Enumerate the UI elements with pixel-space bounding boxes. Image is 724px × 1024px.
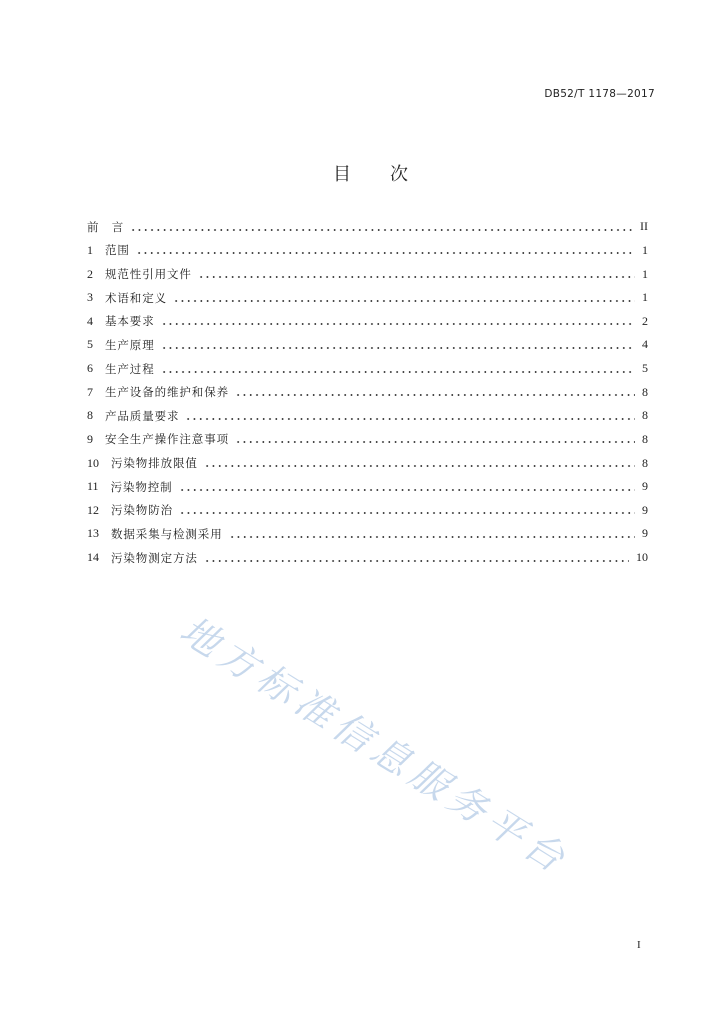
- toc-entry[interactable]: [87, 428, 648, 452]
- toc-entry[interactable]: [87, 380, 648, 404]
- dot-leader: [136, 244, 635, 256]
- toc-entry-number: 11: [87, 479, 99, 494]
- toc-entry-page: 2: [642, 313, 648, 328]
- toc-entry[interactable]: [87, 262, 648, 286]
- dot-leader: [179, 481, 635, 493]
- dot-leader: [204, 552, 629, 564]
- dot-leader: [198, 268, 635, 280]
- toc-entry-number: 2: [87, 266, 93, 281]
- dot-leader: [161, 339, 635, 351]
- toc-entry[interactable]: [87, 310, 648, 334]
- dot-leader: [204, 457, 635, 469]
- toc-entry-page: 8: [642, 455, 648, 470]
- toc-entry-title: 范围: [105, 243, 130, 258]
- toc-entry-title: 污染物排放限值: [111, 456, 198, 471]
- toc-entry-page: 9: [642, 526, 648, 541]
- dot-leader: [235, 386, 635, 398]
- toc-entry-title: 数据采集与检测采用: [111, 526, 223, 541]
- toc-entry-title: 规范性引用文件: [105, 267, 192, 282]
- toc-entry-title: 安全生产操作注意事项: [105, 432, 229, 447]
- toc-entry-page: 1: [642, 266, 648, 281]
- toc-entry-page: 9: [642, 479, 648, 494]
- toc-entry-title: 生产设备的维护和保养: [105, 385, 229, 400]
- dot-leader: [130, 221, 633, 233]
- toc-entry-number: 1: [87, 242, 93, 257]
- dot-leader: [161, 315, 635, 327]
- toc-entry[interactable]: [87, 451, 648, 475]
- toc-entry[interactable]: [87, 522, 648, 546]
- toc-entry-number: 13: [87, 526, 99, 541]
- toc-entry-title: 污染物测定方法: [111, 550, 198, 565]
- toc-entry-title: 基本要求: [105, 314, 155, 329]
- toc-entry[interactable]: [87, 546, 648, 570]
- toc-entry-title: 污染物防治: [111, 503, 173, 518]
- toc-entry-number: 3: [87, 290, 93, 305]
- dot-leader: [161, 363, 635, 375]
- toc-entry[interactable]: [87, 475, 648, 499]
- toc-entry[interactable]: [87, 404, 648, 428]
- toc-entry-page: 8: [642, 431, 648, 446]
- toc-entry-page: 1: [642, 290, 648, 305]
- toc-entry-page: 1: [642, 242, 648, 257]
- toc-entry[interactable]: [87, 357, 648, 381]
- dot-leader: [173, 292, 635, 304]
- toc-entry-number: 4: [87, 313, 93, 328]
- toc-entry-number: 14: [87, 550, 99, 565]
- toc-entry-title: 产品质量要求: [105, 408, 180, 423]
- toc-entry[interactable]: [87, 239, 648, 263]
- toc-entry-foreword[interactable]: [87, 215, 648, 239]
- table-of-contents: [87, 215, 648, 569]
- toc-entry-number: 6: [87, 361, 93, 376]
- toc-entry-number: 12: [87, 502, 99, 517]
- toc-entry[interactable]: [87, 499, 648, 523]
- page-number: I: [637, 939, 641, 951]
- document-code: DB52/T 1178—2017: [544, 88, 655, 100]
- toc-entry-page: II: [640, 219, 648, 234]
- toc-entry-page: 5: [642, 361, 648, 376]
- toc-entry-page: 8: [642, 384, 648, 399]
- toc-entry-title: 污染物控制: [110, 479, 173, 494]
- page-title: 目 次: [333, 164, 409, 185]
- toc-entry-title: 术语和定义: [105, 290, 167, 305]
- dot-leader: [179, 504, 635, 516]
- toc-entry-number: 5: [87, 337, 93, 352]
- dot-leader: [185, 410, 635, 422]
- dot-leader: [235, 433, 635, 445]
- toc-entry[interactable]: [87, 286, 648, 310]
- toc-entry-number: 10: [87, 455, 99, 470]
- dot-leader: [229, 528, 635, 540]
- toc-entry-title: 生产过程: [105, 361, 155, 376]
- toc-entry-page: 8: [642, 408, 648, 423]
- toc-entry-number: 9: [87, 431, 93, 446]
- toc-entry-title: 生产原理: [105, 337, 155, 352]
- toc-entry-number: 7: [87, 384, 93, 399]
- watermark: 地方标准信息服务平台: [172, 607, 578, 884]
- toc-entry-page: 9: [642, 502, 648, 517]
- toc-entry-title: 前 言: [87, 219, 125, 234]
- toc-entry-page: 4: [642, 337, 648, 352]
- toc-entry-page: 10: [636, 550, 648, 565]
- toc-entry-number: 8: [87, 408, 93, 423]
- toc-entry[interactable]: [87, 333, 648, 357]
